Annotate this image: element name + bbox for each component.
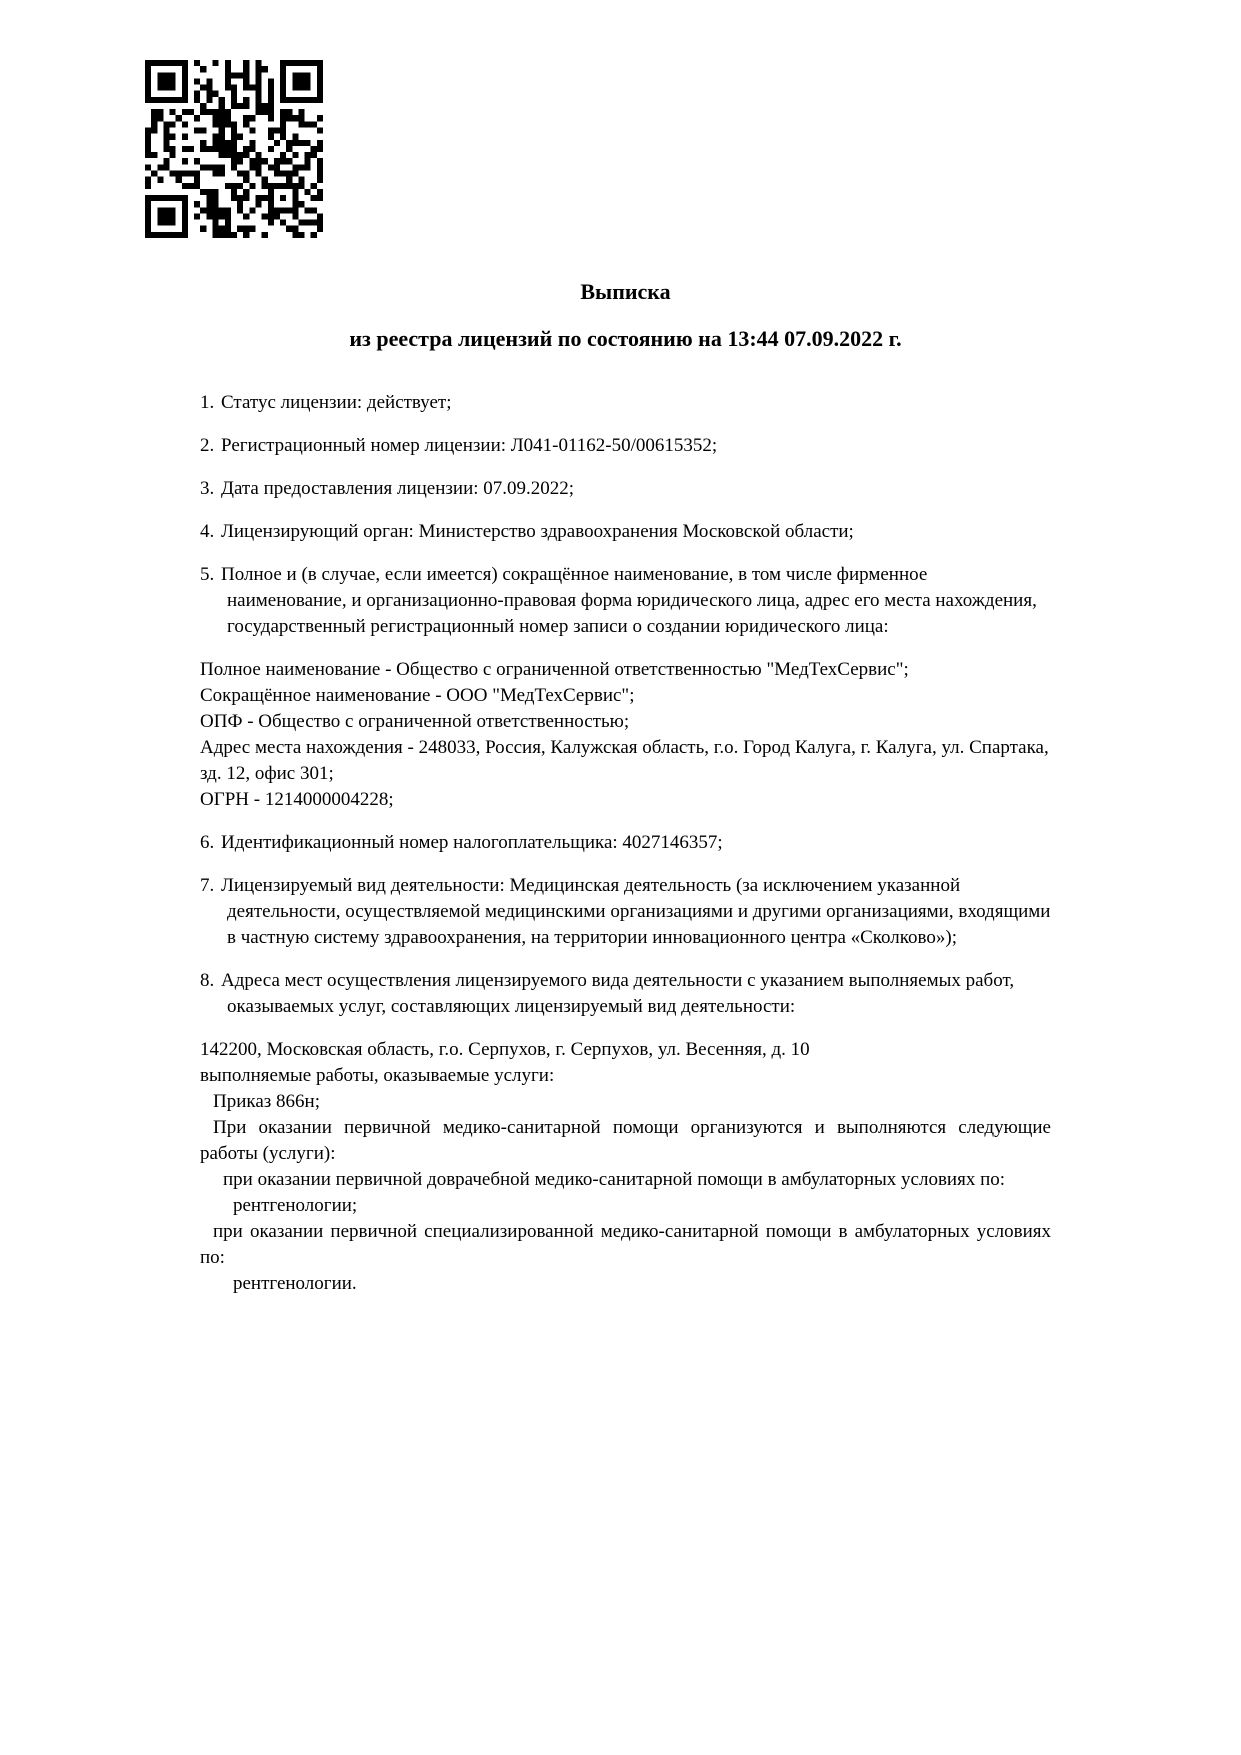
list-item-activity-type bbox=[200, 873, 1051, 951]
list-item-reg-number bbox=[200, 433, 1051, 459]
item-text: Регистрационный номер лицензии: Л041-01162-50/00615352; bbox=[221, 435, 718, 456]
item-text: Статус лицензии: действует; bbox=[221, 392, 452, 413]
list-item-inn bbox=[200, 830, 1051, 856]
item-text: Лицензирующий орган: Министерство здравоохранения Московской области; bbox=[221, 521, 854, 542]
radiology-service-1: рентгенологии; bbox=[233, 1195, 358, 1216]
document-title: Выписка bbox=[580, 279, 671, 304]
document-subtitle: из реестра лицензий по состоянию на 13:44 07.09.2022 г. bbox=[349, 326, 902, 351]
company-ogrn: ОГРН - 1214000004228; bbox=[200, 789, 394, 810]
qr-code-image bbox=[145, 60, 323, 238]
item-text: Полное и (в случае, если имеется) сокращённое наименование, в том числе фирменное наименование, и организационно-правовая форма юридического лица, адрес его места нахождения, государственный регистрационный номер записи о создании юридического лица: bbox=[221, 564, 1037, 637]
document-body bbox=[200, 390, 1051, 1297]
company-details bbox=[200, 657, 1051, 813]
item-number: 8. bbox=[200, 970, 215, 991]
company-full-name: Полное наименование - Общество с ограниченной ответственностью "МедТехСервис"; bbox=[200, 659, 909, 680]
item-text: Дата предоставления лицензии: 07.09.2022; bbox=[221, 478, 575, 499]
list-item-authority bbox=[200, 519, 1051, 545]
qr-code bbox=[145, 60, 323, 238]
item-text: Лицензируемый вид деятельности: Медицинская деятельность (за исключением указанной деятельности, осуществляемой медицинскими организациями и другими организациями, входящими в частную систему здравоохранения, на территории инновационного центра «Сколково»); bbox=[221, 875, 1051, 948]
company-opf: ОПФ - Общество с ограниченной ответственностью; bbox=[200, 711, 630, 732]
order-866n: Приказ 866н; bbox=[213, 1091, 320, 1112]
list-item-status bbox=[200, 390, 1051, 416]
pre-medical-care: при оказании первичной доврачебной медико-санитарной помощи в амбулаторных условиях по: bbox=[223, 1169, 1006, 1190]
activity-address: 142200, Московская область, г.о. Серпухов, г. Серпухов, ул. Весенняя, д. 10 bbox=[200, 1039, 810, 1060]
primary-care-works: При оказании первичной медико-санитарной помощи организуются и выполняются следующие работы (услуги): bbox=[200, 1117, 1051, 1164]
list-item-addresses bbox=[200, 968, 1051, 1020]
company-address: Адрес места нахождения - 248033, Россия, Калужская область, г.о. Город Калуга, г. Калуга, ул. Спартака, зд. 12, офис 301; bbox=[200, 737, 1049, 784]
list-item-company-names bbox=[200, 562, 1051, 640]
activity-address-block bbox=[200, 1037, 1051, 1297]
item-number: 7. bbox=[200, 875, 215, 896]
item-text: Адреса мест осуществления лицензируемого вида деятельности с указанием выполняемых работ, оказываемых услуг, составляющих лицензируемый вид деятельности: bbox=[221, 970, 1015, 1017]
item-number: 4. bbox=[200, 521, 215, 542]
item-number: 2. bbox=[200, 435, 215, 456]
radiology-service-2: рентгенологии. bbox=[233, 1273, 357, 1294]
specialized-care: при оказании первичной специализированной медико-санитарной помощи в амбулаторных условиях по: bbox=[200, 1221, 1051, 1268]
item-text: Идентификационный номер налогоплательщика: 4027146357; bbox=[221, 832, 723, 853]
item-number: 6. bbox=[200, 832, 215, 853]
item-number: 3. bbox=[200, 478, 215, 499]
item-number: 1. bbox=[200, 392, 215, 413]
company-short-name: Сокращённое наименование - ООО "МедТехСервис"; bbox=[200, 685, 635, 706]
item-number: 5. bbox=[200, 564, 215, 585]
works-services-label: выполняемые работы, оказываемые услуги: bbox=[200, 1065, 555, 1086]
document-content bbox=[200, 278, 1051, 1314]
list-item-grant-date bbox=[200, 476, 1051, 502]
